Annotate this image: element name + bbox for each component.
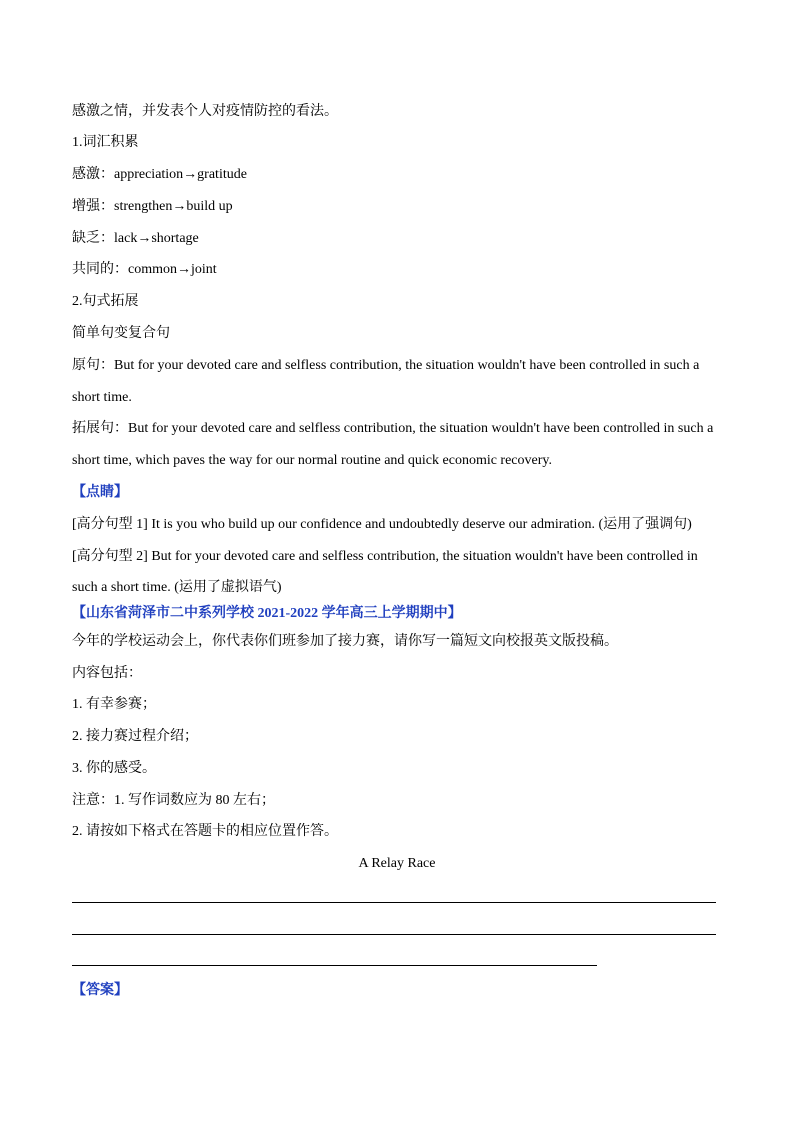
text-line: 感激之情，并发表个人对疫情防控的看法。 bbox=[72, 104, 338, 119]
answer-heading: 【答案】 bbox=[72, 983, 128, 998]
pattern-2-cont: such a short time. (运用了虚拟语气) bbox=[72, 580, 282, 595]
expanded-sentence: 拓展句：But for your devoted care and selfless contribution, the situation wouldn't have been controlled in such a bbox=[72, 421, 714, 436]
content-item: 2. 接力赛过程介绍； bbox=[72, 729, 198, 744]
tip-heading: 【点睛】 bbox=[72, 485, 128, 500]
pattern-1: [高分句型 1] It is you who build up our confidence and undoubtedly deserve our admiration. (运用了强调句) bbox=[72, 517, 692, 532]
answer-line bbox=[72, 902, 716, 903]
expanded-sentence-cont: short time, which paves the way for our normal routine and quick economic recovery. bbox=[72, 453, 552, 468]
original-sentence-cont: short time. bbox=[72, 390, 132, 405]
answer-line bbox=[72, 965, 597, 966]
source-heading: 【山东省菏泽市二中系列学校 2021-2022 学年高三上学期期中】 bbox=[72, 606, 462, 621]
vocab-item: 感激：appreciation→gratitude bbox=[72, 167, 247, 182]
original-sentence: 原句：But for your devoted care and selfless contribution, the situation wouldn't have been controlled in such a bbox=[72, 358, 700, 373]
content-item: 3. 你的感受。 bbox=[72, 761, 156, 776]
note-item: 注意：1. 写作词数应为 80 左右； bbox=[72, 793, 275, 808]
essay-title: A Relay Race bbox=[358, 856, 436, 871]
pattern-2: [高分句型 2] But for your devoted care and selfless contribution, the situation wouldn't have been controlled in bbox=[72, 549, 698, 564]
prompt-text: 今年的学校运动会上，你代表你们班参加了接力赛，请你写一篇短文向校报英文版投稿。 bbox=[72, 634, 618, 649]
vocab-item: 缺乏：lack→shortage bbox=[72, 231, 199, 246]
content-label: 内容包括： bbox=[72, 666, 142, 681]
answer-line bbox=[72, 934, 716, 935]
vocab-item: 共同的：common→joint bbox=[72, 262, 217, 277]
section-heading: 1.词汇积累 bbox=[72, 135, 139, 150]
text-line: 简单句变复合句 bbox=[72, 326, 170, 341]
note-item: 2. 请按如下格式在答题卡的相应位置作答。 bbox=[72, 824, 338, 839]
section-heading: 2.句式拓展 bbox=[72, 294, 139, 309]
content-item: 1. 有幸参赛； bbox=[72, 697, 156, 712]
vocab-item: 增强：strengthen→build up bbox=[72, 199, 233, 214]
